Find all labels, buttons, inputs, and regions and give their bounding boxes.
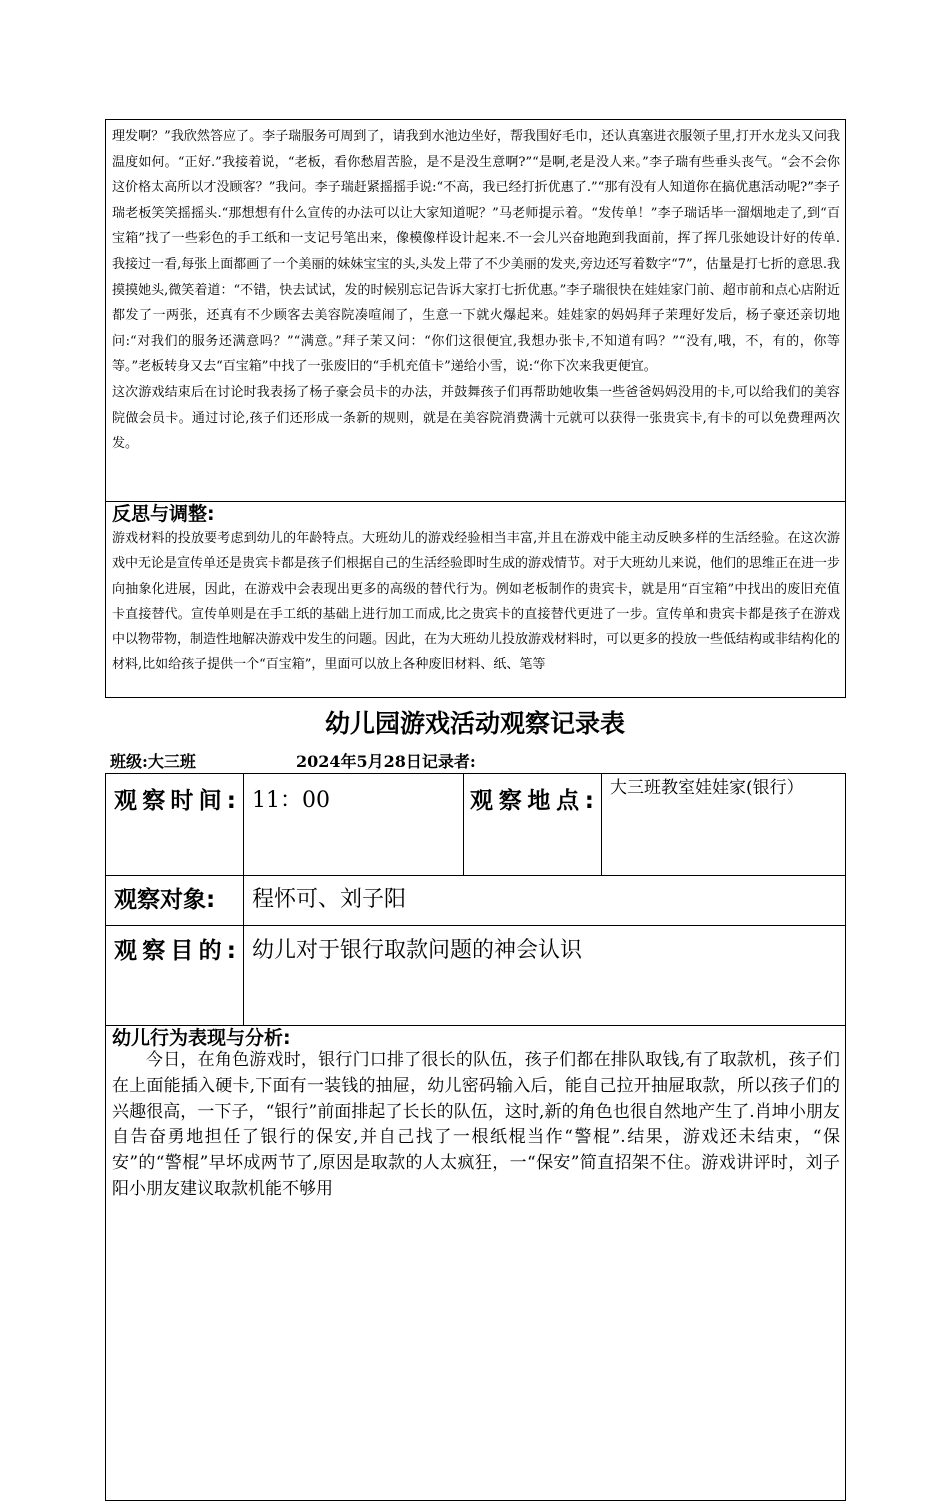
column-line [601,774,602,875]
reflection-heading: 反思与调整: [112,503,215,525]
place-label: 观察地点: [470,788,594,814]
row-line [106,875,845,876]
story-paragraph: 理发啊？”我欣然答应了。李子瑞服务可周到了，请我到水池边坐好，帮我围好毛巾，还认真塞进衣服领子里,打开水龙头又问我温度如何。“正好.”我接着说，“老板，看你愁眉苦脸，是不是没生意啊?”“是啊,老是没人来。”李子瑞有些垂头丧气。“会不会你这价格太高所以才没顾客？”我问。李子瑞赶紧摇摇手说:“不高，我已经打折优惠了.”“那有没有人知道你在搞优惠活动呢?”李子瑞老板笑笑摇摇头.“那想想有什么宣传的办法可以让大家知道呢？”马老师提示着。“发传单！”李子瑞话毕一溜烟地走了,到“百宝箱”找了一些彩色的手工纸和一支记号笔出来，像模像样设计起来.不一会儿兴奋地跑到我面前，挥了挥几张她设计好的传单.我接过一看,每张上面都画了一个美丽的妹妹宝宝的头,头发上带了不少美丽的发夹,旁边还写着数字“7”，估量是打七折的意思.我摸摸她头,微笑着道：“不错，快去试试，发的时候别忘记告诉大家打七折优惠。”李子瑞很快在娃娃家门前、超市前和点心店附近都发了一两张，还真有不少顾客去美容院凑喧闹了，生意一下就火爆起来。娃娃家的妈妈拜子茉理好发后，杨子豪还亲切地问:“对我们的服务还满意吗？”“满意。”拜子茉又问：“你们这很便宜,我想办张卡,不知道有吗？”“没有,哦，不，有的，你等等。”老板转身又去“百宝箱”中找了一张废旧的“手机充值卡”递给小雪，说:“你下次来我更便宜。 [112,129,840,375]
time-label: 观察时间: [114,788,236,814]
row-line [106,925,845,926]
section-divider [106,501,845,502]
time-value: 11：00 [252,788,330,813]
class-line: 班级:大三班 [110,752,196,771]
place-value: 大三班教室娃娃家(银行） [610,778,804,798]
subject-value: 程怀可、刘子阳 [252,887,407,912]
document-title: 幼儿园游戏活动观察记录表 [324,709,625,738]
purpose-label: 观察目的: [114,938,236,964]
column-line [243,774,244,1025]
purpose-value: 幼儿对于银行取款问题的神会认识 [252,938,583,963]
behavior-text: 今日，在角色游戏时，银行门口排了很长的队伍，孩子们都在排队取钱,有了取款机，孩子们在上面能插入硬卡,下面有一装钱的抽屉，幼儿密码输入后，能自己拉开抽屉取款，所以孩子们的兴趣很高，一下子，“银行”前面排起了长长的队伍，这时,新的角色也很自然地产生了.肖坤小朋友自告奋勇地担任了银行的保安,并自己找了一根纸棍当作“警棍”.结果，游戏还未结束，“保安”的“警棍”早坏成两节了,原因是取款的人太疯狂，一“保安”简直招架不住。游戏讲评时，刘子阳小朋友建议取款机能不够用 [112,1050,840,1199]
observation-table [105,773,846,1501]
subject-label: 观察对象: [114,887,216,913]
story-paragraph: 这次游戏结束后在讨论时我表扬了杨子豪会员卡的办法，并鼓舞孩子们再帮助她收集一些爸爸妈妈没用的卡,可以给我们的美容院做会员卡。通过讨论,孩子们还形成一条新的规则，就是在美容院消费满十元就可以获得一张贵宾卡,有卡的可以免费理两次发。 [112,384,840,452]
observation-story [112,124,840,457]
behavior-heading: 幼儿行为表现与分析: [112,1027,291,1049]
column-line [463,774,464,875]
continuation-box [105,119,846,698]
date-line: 2024年5月28日记录者: [296,752,476,771]
reflection-text: 游戏材料的投放要考虑到幼儿的年龄特点。大班幼儿的游戏经验相当丰富,并且在游戏中能主动反映多样的生活经验。在这次游戏中无论是宣传单还是贵宾卡都是孩子们根据自己的生活经验即时生成的游戏情节。对于大班幼儿来说，他们的思维正在进一步向抽象化进展，因此，在游戏中会表现出更多的高级的替代行为。例如老板制作的贵宾卡，就是用“百宝箱”中找出的废旧充值卡直接替代。宣传单则是在手工纸的基础上进行加工而成,比之贵宾卡的直接替代更进了一步。宣传单和贵宾卡都是孩子在游戏中以物带物，制造性地解决游戏中发生的问题。因此，在为大班幼儿投放游戏材料时，可以更多的投放一些低结构或非结构化的材料,比如给孩子提供一个“百宝箱”，里面可以放上各种废旧材料、纸、笔等 [112,531,841,673]
row-line [106,1025,845,1026]
